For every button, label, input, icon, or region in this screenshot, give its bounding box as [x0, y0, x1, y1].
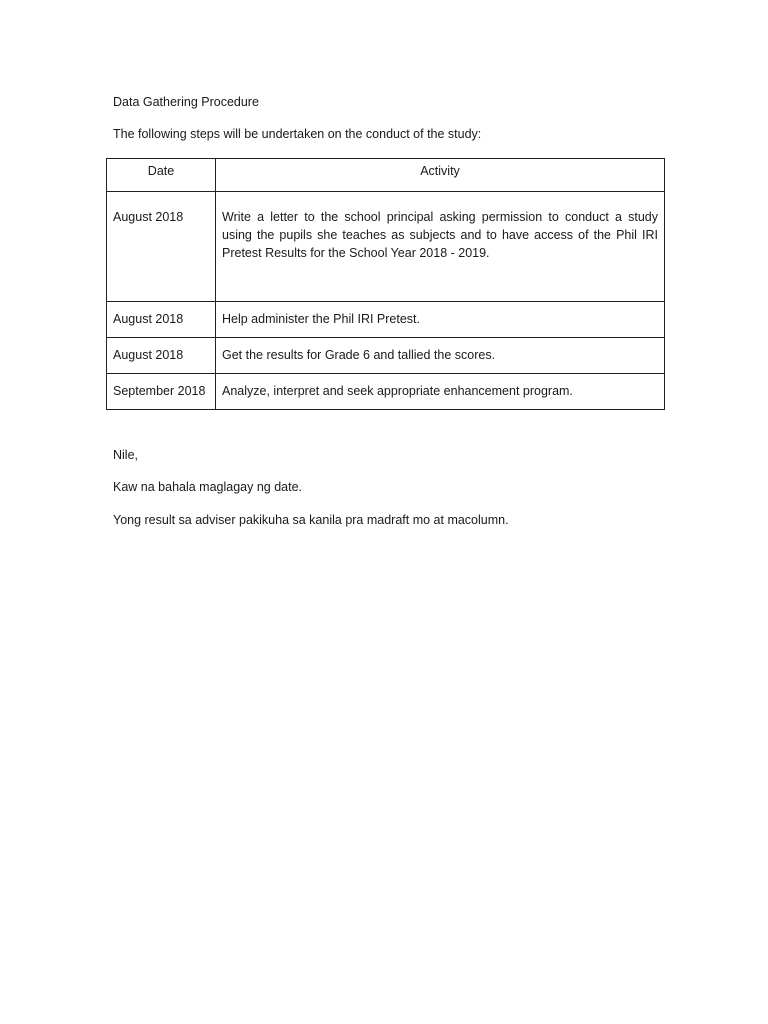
table-header-row — [107, 159, 665, 192]
activity-cell: Help administer the Phil IRI Pretest. — [216, 302, 665, 338]
activity-cell: Analyze, interpret and seek appropriate enhancement program. — [216, 374, 665, 410]
activity-cell: Write a letter to the school principal asking permission to conduct a study using the pupils she teaches as subjects and to have access of the Phil IRI Pretest Results for the School Year 2018 - 2019. — [216, 192, 665, 302]
table-row — [107, 192, 665, 302]
column-header-activity: Activity — [216, 159, 665, 192]
table-row — [107, 338, 665, 374]
date-cell: August 2018 — [107, 192, 216, 302]
table-row — [107, 374, 665, 410]
note-greeting: Nile, — [113, 448, 139, 462]
intro-paragraph: The following steps will be undertaken on the conduct of the study: — [113, 127, 482, 141]
section-heading: Data Gathering Procedure — [113, 95, 259, 109]
table-row — [107, 302, 665, 338]
note-line: Yong result sa adviser pakikuha sa kanila pra madraft mo at macolumn. — [113, 513, 509, 527]
activity-cell: Get the results for Grade 6 and tallied the scores. — [216, 338, 665, 374]
date-cell: August 2018 — [107, 338, 216, 374]
date-cell: September 2018 — [107, 374, 216, 410]
column-header-date: Date — [107, 159, 216, 192]
note-line: Kaw na bahala maglagay ng date. — [113, 480, 303, 494]
procedure-table — [106, 158, 665, 410]
date-cell: August 2018 — [107, 302, 216, 338]
